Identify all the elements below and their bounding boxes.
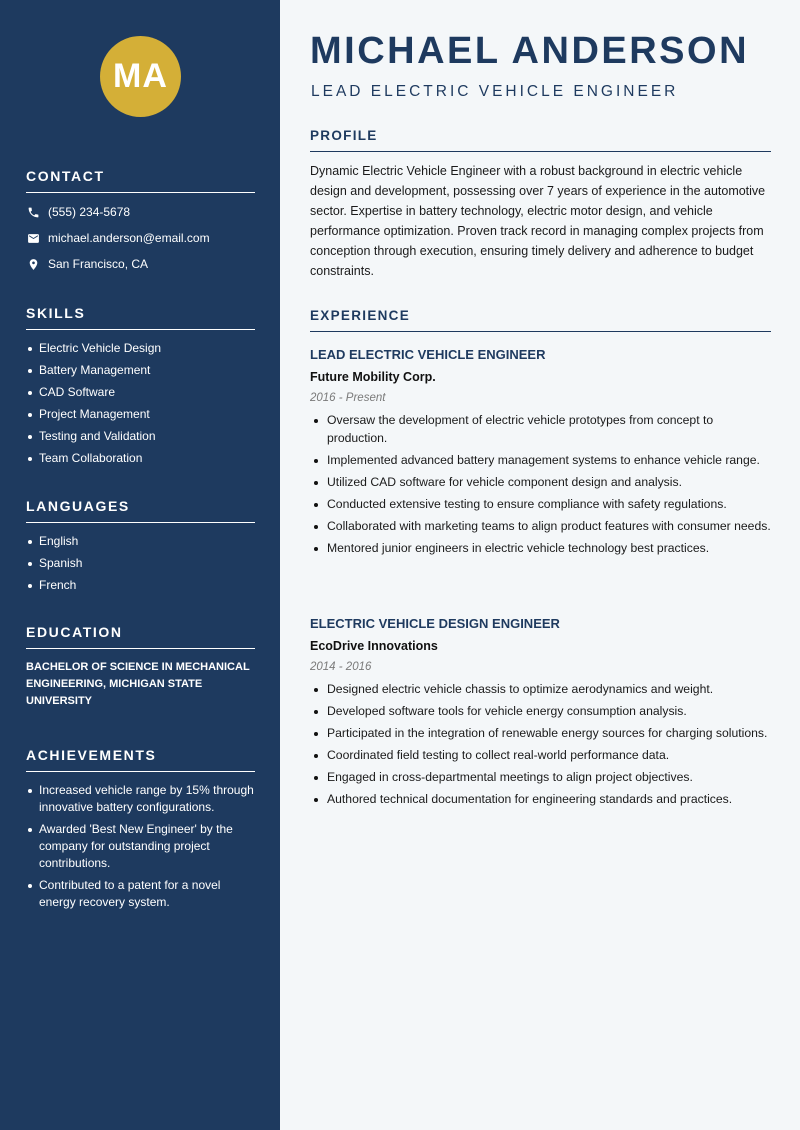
job-dates: 2014 - 2016: [310, 661, 372, 673]
skill-item: Electric Vehicle Design: [26, 340, 255, 357]
job-bullet: Utilized CAD software for vehicle component design and analysis.: [310, 474, 771, 492]
contact-heading: CONTACT: [26, 168, 255, 193]
skill-item: Testing and Validation: [26, 428, 255, 445]
phone-icon: [26, 205, 40, 219]
contact-phone[interactable]: (555) 234-5678: [48, 205, 131, 219]
location-pin-icon: [26, 257, 40, 271]
email-icon: [26, 231, 40, 245]
profile-section: [310, 128, 771, 281]
education-section: [26, 624, 255, 710]
contact-email-row: [26, 225, 255, 251]
candidate-role: LEAD ELECTRIC VEHICLE ENGINEER: [311, 83, 679, 100]
job-company: Future Mobility Corp.: [310, 370, 436, 384]
job-company: EcoDrive Innovations: [310, 639, 438, 653]
skills-list: [26, 340, 255, 467]
languages-heading: LANGUAGES: [26, 498, 255, 523]
languages-list: [26, 533, 255, 594]
candidate-name: MICHAEL ANDERSON: [310, 30, 750, 72]
job-bullets: [310, 412, 771, 557]
job-bullet: Implemented advanced battery management systems to enhance vehicle range.: [310, 452, 771, 470]
contact-location: San Francisco, CA: [48, 257, 149, 271]
job-bullet: Participated in the integration of renewable energy sources for charging solutions.: [310, 725, 771, 743]
contact-section: [26, 168, 255, 277]
contact-email[interactable]: michael.anderson@email.com: [48, 231, 210, 245]
sidebar: [0, 0, 280, 1130]
job-bullet: Developed software tools for vehicle energy consumption analysis.: [310, 703, 771, 721]
language-item: Spanish: [26, 555, 255, 572]
skill-item: CAD Software: [26, 384, 255, 401]
achievement-item: Contributed to a patent for a novel energy recovery system.: [26, 877, 255, 911]
education-degree: BACHELOR OF SCIENCE IN MECHANICAL ENGINEERING, MICHIGAN STATE UNIVERSITY: [26, 661, 250, 707]
language-item: French: [26, 577, 255, 594]
achievement-item: Awarded 'Best New Engineer' by the company for outstanding project contributions.: [26, 821, 255, 872]
achievements-list: [26, 782, 255, 911]
job-bullet: Authored technical documentation for engineering standards and practices.: [310, 791, 771, 809]
skills-section: [26, 305, 255, 472]
job-dates: 2016 - Present: [310, 392, 386, 404]
job-bullet: Designed electric vehicle chassis to optimize aerodynamics and weight.: [310, 681, 771, 699]
job-bullet: Coordinated field testing to collect real-world performance data.: [310, 747, 771, 765]
contact-phone-row: [26, 199, 255, 225]
job-bullet: Conducted extensive testing to ensure compliance with safety regulations.: [310, 496, 771, 514]
profile-text: Dynamic Electric Vehicle Engineer with a robust background in electric vehicle design and development, possessing over 7 years of experience in the automotive sector. Expertise in battery technology, electric motor design, and vehicle performance optimization. Proven track record in managing complex projects from conception through execution, ensuring timely delivery and adherence to budget constraints.: [310, 164, 766, 278]
job-title: ELECTRIC VEHICLE DESIGN ENGINEER: [310, 616, 560, 631]
job-bullet: Mentored junior engineers in electric vehicle technology best practices.: [310, 540, 771, 558]
achievements-heading: ACHIEVEMENTS: [26, 747, 255, 772]
avatar: MA: [100, 36, 181, 117]
skill-item: Team Collaboration: [26, 450, 255, 467]
job-bullet: Oversaw the development of electric vehicle prototypes from concept to production.: [310, 412, 771, 447]
education-heading: EDUCATION: [26, 624, 255, 649]
languages-section: [26, 498, 255, 599]
job-bullets: [310, 681, 771, 809]
experience-heading: EXPERIENCE: [310, 308, 771, 332]
experience-section: [310, 308, 771, 332]
language-item: English: [26, 533, 255, 550]
achievements-section: [26, 747, 255, 916]
contact-location-row: [26, 251, 255, 277]
profile-heading: PROFILE: [310, 128, 771, 152]
job-entry: [310, 346, 771, 562]
skill-item: Project Management: [26, 406, 255, 423]
job-bullet: Engaged in cross-departmental meetings to align project objectives.: [310, 769, 771, 787]
achievement-item: Increased vehicle range by 15% through innovative battery configurations.: [26, 782, 255, 816]
skills-heading: SKILLS: [26, 305, 255, 330]
skill-item: Battery Management: [26, 362, 255, 379]
job-title: LEAD ELECTRIC VEHICLE ENGINEER: [310, 347, 546, 362]
job-entry: [310, 615, 771, 813]
job-bullet: Collaborated with marketing teams to align product features with consumer needs.: [310, 518, 771, 536]
